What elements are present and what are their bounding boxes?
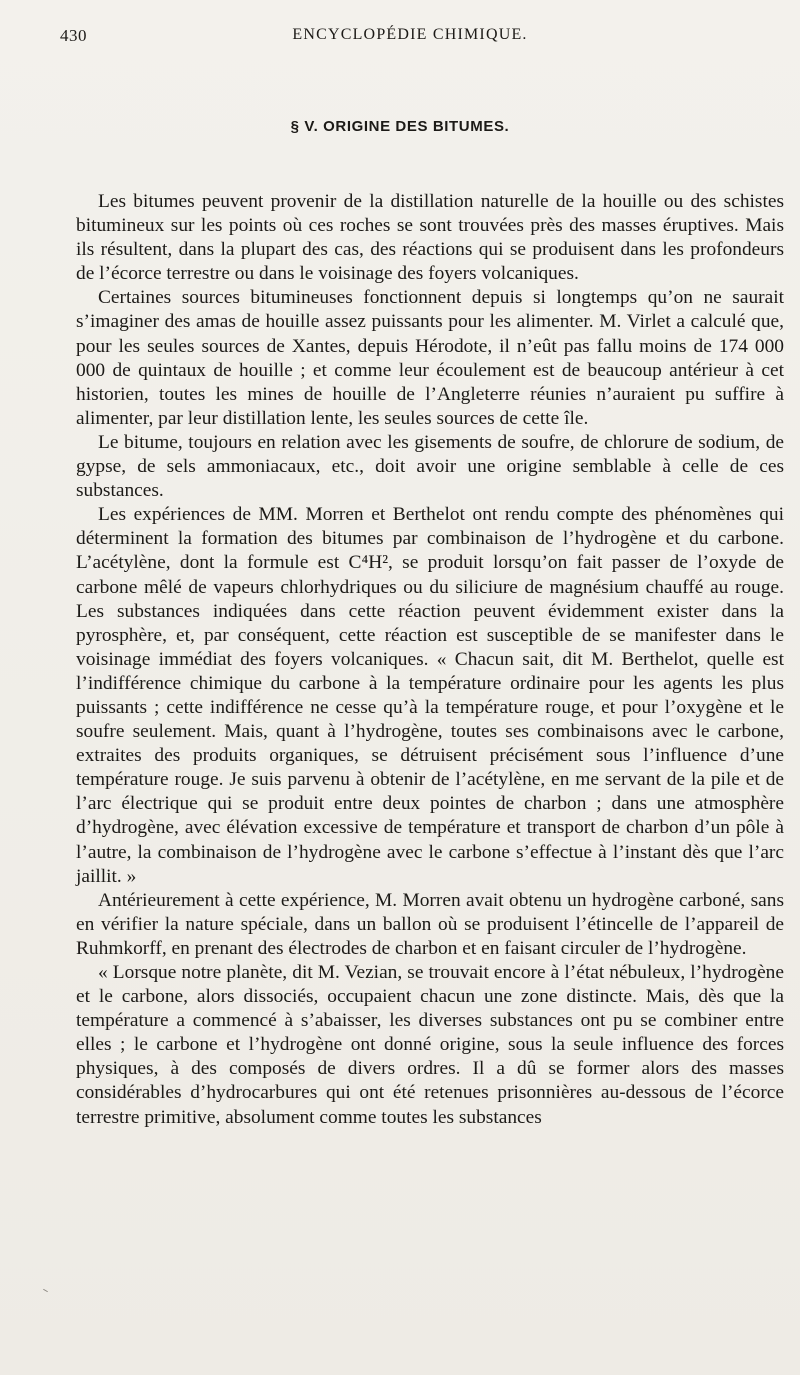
- running-title: ENCYCLOPÉDIE CHIMIQUE.: [292, 26, 528, 43]
- paragraph: Le bitume, toujours en relation avec les gisements de soufre, de chlorure de sodium, de gypse, de sels ammoniacaux, etc., doit avoir une origine semblable à celle de ces substances.: [76, 431, 784, 502]
- paragraph: « Lorsque notre planète, dit M. Vezian, se trouvait encore à l’état nébuleux, l’hydrogène et le carbone, alors dissociés, occupaient chacun une zone distincte. Mais, dès que la température a commencé à s’abaisser, les diverses substances ont pu se combiner entre elles ; le carbone et l’hydrogène ont donné origine, sous la seule influence des forces physiques, à des composés de divers ordres. Il a dû se former alors des masses considérables d’hydrocarbures qui ont été retenues prisonnières au-dessous de l’écorce terrestre primitive, absolument comme toutes les substances: [76, 962, 784, 1128]
- paragraph: Certaines sources bitumineuses fonctionnent depuis si longtemps qu’on ne saurait s’imaginer des amas de houille assez puissants pour les alimenter. M. Virlet a calculé que, pour les seules sources de Xantes, depuis Hérodote, il n’eût pas fallu moins de 174 000 000 de quintaux de houille ; et comme leur écoulement est de beaucoup antérieur à cet historien, toutes les mines de houille de l’Angleterre réunies n’auraient pu suffire à alimenter, par leur distillation lente, les seules sources de cette île.: [76, 287, 784, 429]
- paragraph: Les expériences de MM. Morren et Berthelot ont rendu compte des phénomènes qui déterminent la formation des bitumes par combinaison de l’hydrogène et du carbone. L’acétylène, dont la formule est C⁴H², se produit lorsqu’on fait passer de l’oxyde de carbone mêlé de vapeurs chlorhydriques ou du siliciure de magnésium chauffé au rouge. Les substances indiquées dans cette réaction peuvent évidemment exister dans la pyrosphère, et, par conséquent, cette réaction est susceptible de se manifester dans le voisinage immédiat des foyers volcaniques. « Chacun sait, dit M. Berthelot, quelle est l’indifférence chimique du carbone à la température ordinaire pour les agents les plus puissants ; cette indifférence ne cesse qu’à la température rouge, et pour l’oxygène et le soufre seulement. Mais, quant à l’hydrogène, toutes ses combinaisons avec le carbone, extraites des produits organiques, se détruisent précisément sous l’influence d’une température rouge. Je suis parvenu à obtenir de l’acétylène, en me servant de la pile et de l’arc électrique qui se produit entre deux pointes de charbon ; dans une atmosphère d’hydrogène, avec élévation excessive de température et transport de charbon d’un pôle à l’autre, la combinaison de l’hydrogène avec le carbone s’effectue à l’instant dès que l’arc jaillit. »: [76, 504, 784, 887]
- page-number: 430: [60, 26, 87, 45]
- section-heading: § V. ORIGINE DES BITUMES.: [290, 118, 510, 135]
- body-text: [76, 190, 784, 1130]
- paragraph: Les bitumes peuvent provenir de la distillation naturelle de la houille ou des schistes bitumineux sur les points où ces roches se sont trouvées près des masses éruptives. Mais ils résultent, dans la plupart des cas, des réactions qui se produisent dans les profondeurs de l’écorce terrestre ou dans le voisinage des foyers volcaniques.: [76, 191, 784, 285]
- paragraph: Antérieurement à cette expérience, M. Morren avait obtenu un hydrogène carboné, sans en vérifier la nature spéciale, dans un ballon où se produisent l’étincelle de l’appareil de Ruhmkorff, en prenant des électrodes de charbon et en faisant circuler de l’hydrogène.: [76, 889, 784, 959]
- stray-ink-mark: [43, 1289, 48, 1292]
- running-header: [60, 26, 760, 52]
